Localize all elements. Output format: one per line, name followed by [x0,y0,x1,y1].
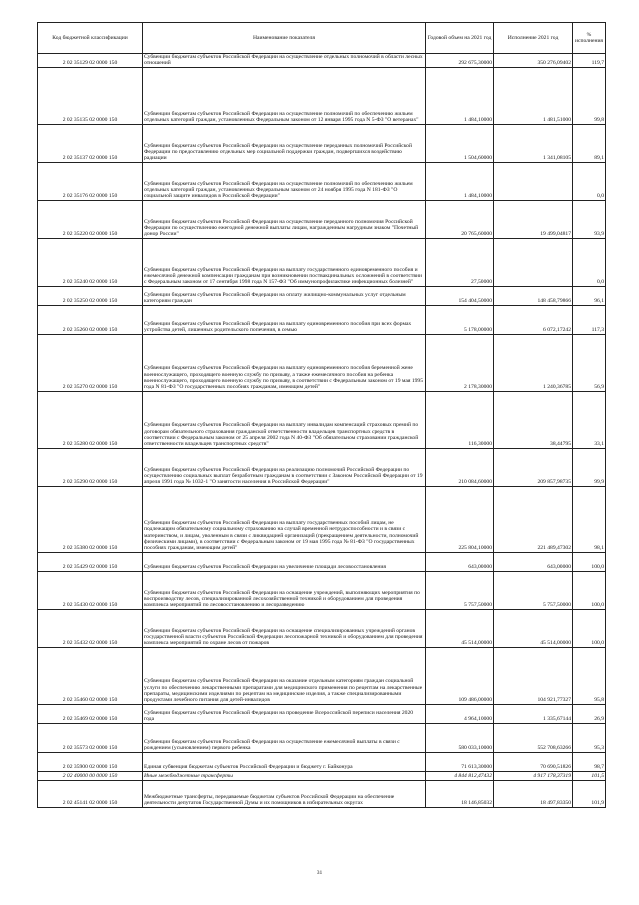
table-row [38,448,606,486]
row-code: 2 02 35137 02 0000 150 [38,124,143,162]
table-row [38,704,606,723]
row-percent: 119,7 [573,54,606,68]
row-percent: 89,1 [573,124,606,162]
row-code: 2 02 35429 02 0000 150 [38,552,143,571]
row-percent: 99,9 [573,448,606,486]
table-row [38,67,606,124]
row-code: 2 02 35129 02 0000 150 [38,54,143,68]
row-plan: 5 757,50000 [426,571,494,609]
table-row [38,647,606,704]
row-code: 2 02 35469 02 0000 150 [38,704,143,723]
row-plan: 116,30000 [426,391,494,448]
row-name: Субвенции бюджетам субъектов Российской Федерации на реализацию полномочий Российской Федерации по осуществлению социальных выплат безработным гражданам в соответствии с Законом Российской Федерации от 19 апреля 1991 года № 1032-1 "О занятости населения в Российской Федерации" [143,448,426,486]
row-execution: 19 499,04817 [494,200,573,238]
row-name: Субвенции бюджетам субъектов Российской Федерации на выплату инвалидам компенсаций страховых премий по договорам обязательного страхования гражданской ответственности владельцев транспортных средств в соответствии с Федеральным законом от 25 апреля 2002 года N 40-ФЗ "Об обязательном страховании гражданской ответственности владельцев транспортных средств" [143,391,426,448]
row-plan: 1 484,10000 [426,67,494,124]
row-percent: 26,9 [573,704,606,723]
table-row [38,54,606,68]
table-row [38,162,606,200]
table-row [38,609,606,647]
row-execution: 104 921,77327 [494,647,573,704]
row-execution: 1 240,36785 [494,334,573,391]
row-name: Субвенции бюджетам субъектов Российской Федерации на выплату единовременного пособия при всех формах устройства детей, лишенных родительского попечения, в семью [143,305,426,334]
row-percent: 99,8 [573,67,606,124]
row-code: 2 02 35900 02 0000 150 [38,752,143,771]
row-execution: 6 072,17242 [494,305,573,334]
row-plan: 27,50000 [426,238,494,286]
row-execution: 38,44795 [494,391,573,448]
row-execution: 18 497,83350 [494,780,573,807]
row-name: Субвенции бюджетам субъектов Российской Федерации на оказание отдельным категориям граждан социальной услуги по обеспечению лекарственными препаратами для медицинского применения по рецептам на лекарственные препараты, медицинскими изделиями по рецептам на медицинские изделия, а также специализированными продуктами лечебного питания для детей-инвалидов [143,647,426,704]
row-execution: 45 514,00000 [494,609,573,647]
row-name: Межбюджетные трансферты, передаваемые бюджетам субъектов Российской Федерации на обеспечение деятельности депутатов Государственной Думы и их помощников в избирательных округах [143,780,426,807]
table-row [38,124,606,162]
row-percent: 56,9 [573,334,606,391]
row-code: 2 02 35176 02 0000 150 [38,162,143,200]
row-code: 2 02 35430 02 0000 150 [38,571,143,609]
row-plan: 210 084,60000 [426,448,494,486]
row-name: Субвенции бюджетам субъектов Российской Федерации на проведение Всероссийской переписи населения 2020 года [143,704,426,723]
row-name: Субвенции бюджетам субъектов Российской Федерации на оплату жилищно-коммунальных услуг отдельным категориям граждан [143,286,426,305]
row-plan: 580 033,10000 [426,723,494,752]
row-name: Субвенции бюджетам субъектов Российской Федерации на осуществление переданных полномочий Российской Федерации по предоставлению отдельных мер социальной поддержки граждан, подвергшихся воздействию радиации [143,124,426,162]
row-plan: 5 178,00000 [426,305,494,334]
header-name: Наименование показателя [143,23,426,54]
page-number: 31 [316,870,323,876]
table-row [38,486,606,552]
row-percent: 98,7 [573,752,606,771]
table-row [38,780,606,807]
row-execution: 643,00000 [494,552,573,571]
row-code: 2 02 35380 02 0000 150 [38,486,143,552]
row-percent: 100,0 [573,609,606,647]
table-row [38,305,606,334]
row-name: Субвенции бюджетам субъектов Российской Федерации на оснащение учреждений, выполняющих мероприятия по воспроизводству лесов, специализированной лесохозяйственной техникой и оборудованием для проведения комплекса мероприятий по лесовосстановлению и лесоразведению [143,571,426,609]
row-name: Иные межбюджетные трансферты [143,771,426,780]
row-percent: 95,3 [573,723,606,752]
row-name: Субвенции бюджетам субъектов Российской Федерации на выплату государственного единовременного пособия и ежемесячной денежной компенсации гражданам при возникновении поствакцинальных осложнений в соответствии с Федеральным законом от 17 сентября 1998 года N 157-ФЗ "Об иммунопрофилактике инфекционных болезней" [143,238,426,286]
row-percent: 101,9 [573,780,606,807]
row-plan: 1 504,60000 [426,124,494,162]
row-code: 2 02 35240 02 0000 150 [38,238,143,286]
row-name: Субвенции бюджетам субъектов Российской Федерации на осуществление отдельных полномочий в области лесных отношений [143,54,426,68]
row-execution: 5 757,50000 [494,571,573,609]
row-execution: 1 335,67144 [494,704,573,723]
row-plan: 109 486,00000 [426,647,494,704]
row-code: 2 02 35260 02 0000 150 [38,305,143,334]
row-percent: 98,1 [573,486,606,552]
table-row [38,334,606,391]
row-plan: 71 613,30000 [426,752,494,771]
table-row [38,723,606,752]
row-execution [494,162,573,200]
header-code: Код бюджетной классификации [38,23,143,54]
row-code: 2 02 35280 02 0000 150 [38,391,143,448]
row-name: Субвенции бюджетам субъектов Российской Федерации на осуществление переданного полномочия Российской Федерации по осуществлению ежегодной денежной выплаты лицам, награжденным нагрудным знаком "Почетный донор России" [143,200,426,238]
table-row [38,391,606,448]
row-plan: 1 484,10000 [426,162,494,200]
row-plan: 45 514,00000 [426,609,494,647]
row-plan: 225 804,10000 [426,486,494,552]
row-code: 2 02 35220 02 0000 150 [38,200,143,238]
row-plan: 4 964,10000 [426,704,494,723]
row-execution: 209 857,98735 [494,448,573,486]
row-percent: 100,0 [573,571,606,609]
table-row [38,552,606,571]
header-execution: Исполнение 2021 год [494,23,573,54]
budget-report-page [37,22,605,808]
row-code: 2 02 35573 02 0000 150 [38,723,143,752]
row-execution: 70 690,51826 [494,752,573,771]
row-percent: 0,0 [573,238,606,286]
row-percent: 95,8 [573,647,606,704]
table-row [38,571,606,609]
budget-table [37,22,606,808]
row-name: Субвенции бюджетам субъектов Российской Федерации на осуществление полномочий по обеспечению жильем отдельных категорий граждан, установленных Федеральным законом от 12 января 1995 года N 5-ФЗ "О ветеранах" [143,67,426,124]
row-plan: 292 675,30000 [426,54,494,68]
row-name: Субвенции бюджетам субъектов Российской Федерации на осуществление полномочий по обеспечению жильем отдельных категорий граждан, установленных Федеральным законом от 24 ноября 1995 года N 181-ФЗ "О социальной защите инвалидов в Российской Федерации" [143,162,426,200]
row-execution [494,238,573,286]
row-code: 2 02 35432 02 0000 150 [38,609,143,647]
row-name: Субвенции бюджетам субъектов Российской Федерации на оснащение специализированных учреждений органов государственной власти субъектов Российской Федерации лесопожарной техникой и оборудованием для проведения комплекса мероприятий по охране лесов от пожаров [143,609,426,647]
row-name: Субвенции бюджетам субъектов Российской Федерации на выплату единовременного пособия беременной жене военнослужащего, проходящего военную службу по призыву, а также ежемесячного пособия на ребенка военнослужащего, проходящего военную службу по призыву, в соответствии с Федеральным законом от 19 мая 1995 года N 81-ФЗ "О государственных пособиях гражданам, имеющим детей" [143,334,426,391]
row-plan: 18 146,85032 [426,780,494,807]
table-row [38,286,606,305]
row-percent: 93,9 [573,200,606,238]
row-execution: 350 276,09402 [494,54,573,68]
row-code: 2 02 35460 02 0000 150 [38,647,143,704]
row-execution: 552 708,63266 [494,723,573,752]
header-percent: % исполнения [573,23,606,54]
row-code: 2 02 35250 02 0000 150 [38,286,143,305]
row-plan: 154 404,50000 [426,286,494,305]
row-code: 2 02 40000 00 0000 150 [38,771,143,780]
row-plan: 2 178,30000 [426,334,494,391]
row-percent: 33,1 [573,391,606,448]
row-execution: 1 341,08105 [494,124,573,162]
row-execution: 221 489,47302 [494,486,573,552]
row-execution: 4 917 178,37319 [494,771,573,780]
row-execution: 1 481,51000 [494,67,573,124]
table-row [38,200,606,238]
row-name: Субвенции бюджетам субъектов Российской Федерации на увеличение площади лесовосстановления [143,552,426,571]
row-plan: 4 844 812,47432 [426,771,494,780]
table-row [38,752,606,771]
table-header-row [38,23,606,54]
row-execution: 148 458,79866 [494,286,573,305]
row-plan: 20 765,60000 [426,200,494,238]
row-percent: 101,5 [573,771,606,780]
table-row [38,238,606,286]
row-code: 2 02 35270 02 0000 150 [38,334,143,391]
table-row [38,771,606,780]
row-code: 2 02 35290 02 0000 150 [38,448,143,486]
row-percent: 117,3 [573,305,606,334]
row-plan: 643,00000 [426,552,494,571]
row-percent: 96,1 [573,286,606,305]
row-percent: 100,0 [573,552,606,571]
row-name: Субвенции бюджетам субъектов Российской Федерации на осуществление ежемесячной выплаты в связи с рождением (усыновлением) первого ребенка [143,723,426,752]
header-plan: Годовой объем на 2021 год [426,23,494,54]
row-percent: 0,0 [573,162,606,200]
table-body [38,54,606,808]
row-code: 2 02 45141 02 0000 150 [38,780,143,807]
row-name: Субвенции бюджетам субъектов Российской Федерации на выплату государственных пособий лицам, не подлежащим обязательному социальному страхованию на случай временной нетрудоспособности и в связи с материнством, и лицам, уволенным в связи с ликвидацией организаций (прекращением деятельности, полномочий физическими лицами), в соответствии с Федеральным законом от 19 мая 1995 года № 81-ФЗ "О государственных пособиях гражданам, имеющим детей" [143,486,426,552]
row-code: 2 02 35135 02 0000 150 [38,67,143,124]
row-name: Единая субвенция бюджетам субъектов Российской Федерации и бюджету г. Байконура [143,752,426,771]
